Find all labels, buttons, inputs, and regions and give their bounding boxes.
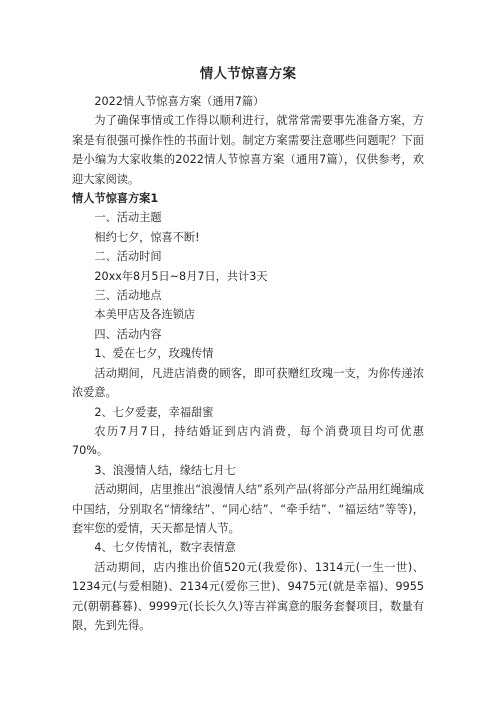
section-heading: 情人节惊喜方案1 [72,192,159,206]
paragraph-item: 活动期间，店里推出“浪漫情人结”系列产品(将部分产品用红绳编成中国结，分别取名“情缘结”、“同心结”、“牵手结”、“福运结”等等)，套牢您的爱情，天天都是情人节。 [72,483,424,535]
paragraph-item: 活动期间，凡进店消费的顾客，即可获赠红玫瑰一支，为你传递浓浓爱意。 [72,366,424,400]
paragraph-item: 农历7月7日，持结婚证到店内消费，每个消费项目均可优惠70%。 [72,424,424,458]
paragraph-intro-title: 2022情人节惊喜方案（通用7篇） [94,95,265,108]
paragraph-item: 活动期间，店内推出价值520元(我爱你)、1314元(一生一世)、1234元(与爱相随)、2134元(爱你三世)、9475元(就是幸福)、9955元(朝朝暮暮)、9999元(长长久久)等吉祥寓意的服务套餐项目，数量有限，先到先得。 [72,560,424,632]
paragraph-item: 一、活动主题 [94,211,162,225]
paragraph-item: 4、七夕传情礼，数字表情意 [94,541,236,555]
paragraph-intro: 为了确保事情或工作得以顺利进行，就常常需要事先准备方案，方案是有很强可操作性的书面计划。制定方案需要注意哪些问题呢？下面是小编为大家收集的2022情人节惊喜方案（通用7篇），仅供参考，欢迎大家阅读。 [72,114,424,186]
paragraph-item: 1、爱在七夕，玫瑰传情 [94,347,214,361]
paragraph-item: 四、活动内容 [94,327,162,341]
paragraph-item: 20xx年8月5日~8月7日，共计3天 [94,269,268,283]
document-body [72,92,424,635]
paragraph-item: 2、七夕爱妻，幸福甜蜜 [94,405,214,419]
document-title: 情人节惊喜方案 [199,66,297,82]
paragraph-item: 3、浪漫情人结，缘结七月七 [94,463,236,477]
paragraph-item: 二、活动时间 [94,250,162,264]
paragraph-item: 相约七夕，惊喜不断! [94,230,200,244]
paragraph-item: 本美甲店及各连锁店 [94,308,196,322]
paragraph-item: 三、活动地点 [94,289,162,303]
